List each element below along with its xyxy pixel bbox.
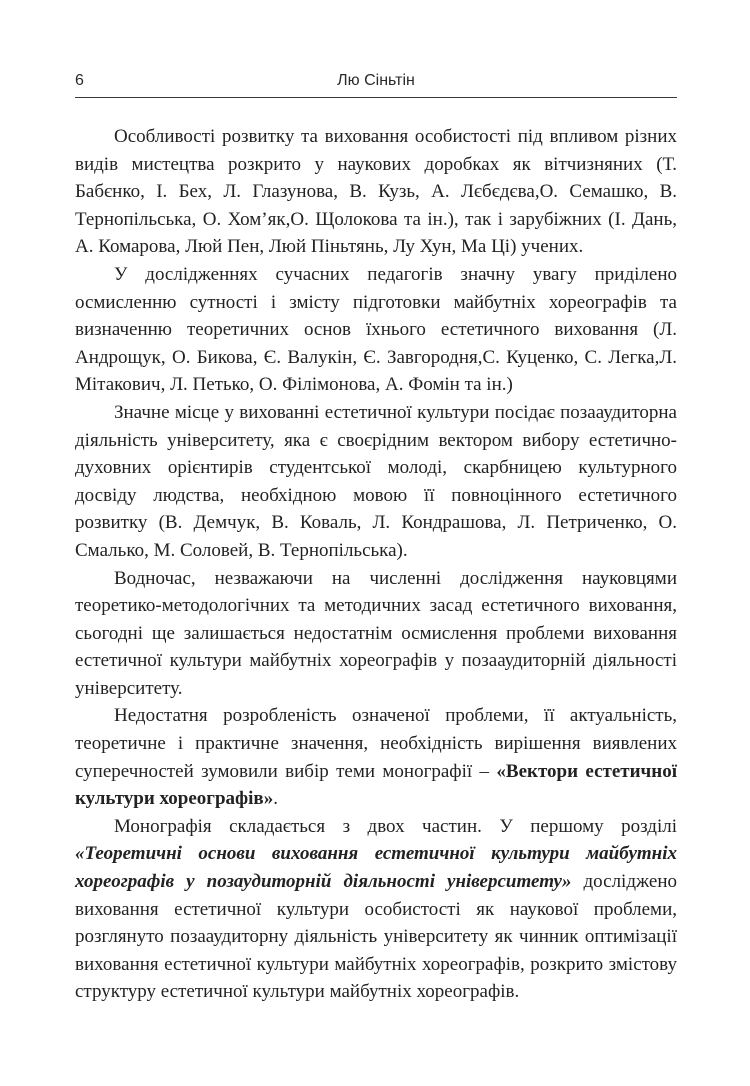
running-header-author: Лю Сіньтін (337, 72, 415, 89)
paragraph: Особливості розвитку та виховання особистості під впливом різних видів мистецтва розкрито у наукових доробках як вітчизняних (Т. Бабєнко, І. Бех, Л. Глазунова, В. Кузь, А. Лєбєдєва,О. Семашко, В. Тернопільська, О. Хом’як,О. Щолокова та ін.), так і зарубіжних (І. Дань, А. Комарова, Люй Пен, Люй Піньтянь, Лу Хун, Ма Ці) учених. (75, 126, 677, 258)
paragraph (75, 813, 677, 1006)
paragraph-text: Монографія складається з двох частин. У першому розділі (114, 815, 677, 837)
paragraph-text: досліджено виховання естетичної культури особистості як наукової проблеми, розглянуто позааудиторну діяльність університету як чинник оптимізації виховання естетичної культури майбутніх хореографів, розкрито змістову структуру естетичної культури майбутніх хореографів. (75, 871, 677, 1003)
page-number: 6 (75, 72, 84, 89)
paragraph-text: . (273, 788, 278, 810)
paragraph-text: Недостатня розробленість означеної проблеми, її актуальність, теоретичне і практичне значення, необхідність вирішення виявлених суперечностей зумовили вибір теми монографії – (75, 705, 677, 782)
paragraph: У дослідженнях сучасних педагогів значну увагу приділено осмисленню сутності і змісту підготовки майбутніх хореографів та визначенню теоретичних основ їхнього естетичного виховання (Л. Андрощук, О. Бикова, Є. Валукін, Є. Завгородня,С. Куценко, С. Легка,Л. Мітакович, Л. Петько, О. Філімонова, А. Фомін та ін.) (75, 263, 677, 396)
monograph-title: «Вектори естетичної культури хореографів» (75, 760, 677, 810)
paragraph: Водночас, незважаючи на численні дослідження науковцями теоретико-методологічних та методичних засад естетичного виховання, сьогодні ще залишається недостатнім осмислення проблеми виховання естетичної культури майбутніх хореографів у позааудиторній діяльності університету. (75, 567, 677, 699)
paragraph: Значне місце у вихованні естетичної культури посідає позааудиторна діяльність університету, яка є своєрідним вектором вибору естетично-духовних орієнтирів студентської молоді, скарбницею культурного досвіду людства, необхідною мовою її повноцінного естетичного розвитку (В. Демчук, В. Коваль, Л. Кондрашова, Л. Петриченко, О. Смалько, М. Соловей, В. Тернопільська). (75, 401, 677, 561)
body-text (75, 123, 677, 1006)
running-header (75, 70, 677, 94)
chapter-title: «Теоретичні основи виховання естетичної культури майбутніх хореографів у позаудиторній діяльності університету» (75, 843, 677, 893)
paragraph (75, 702, 677, 812)
header-rule (75, 97, 677, 98)
